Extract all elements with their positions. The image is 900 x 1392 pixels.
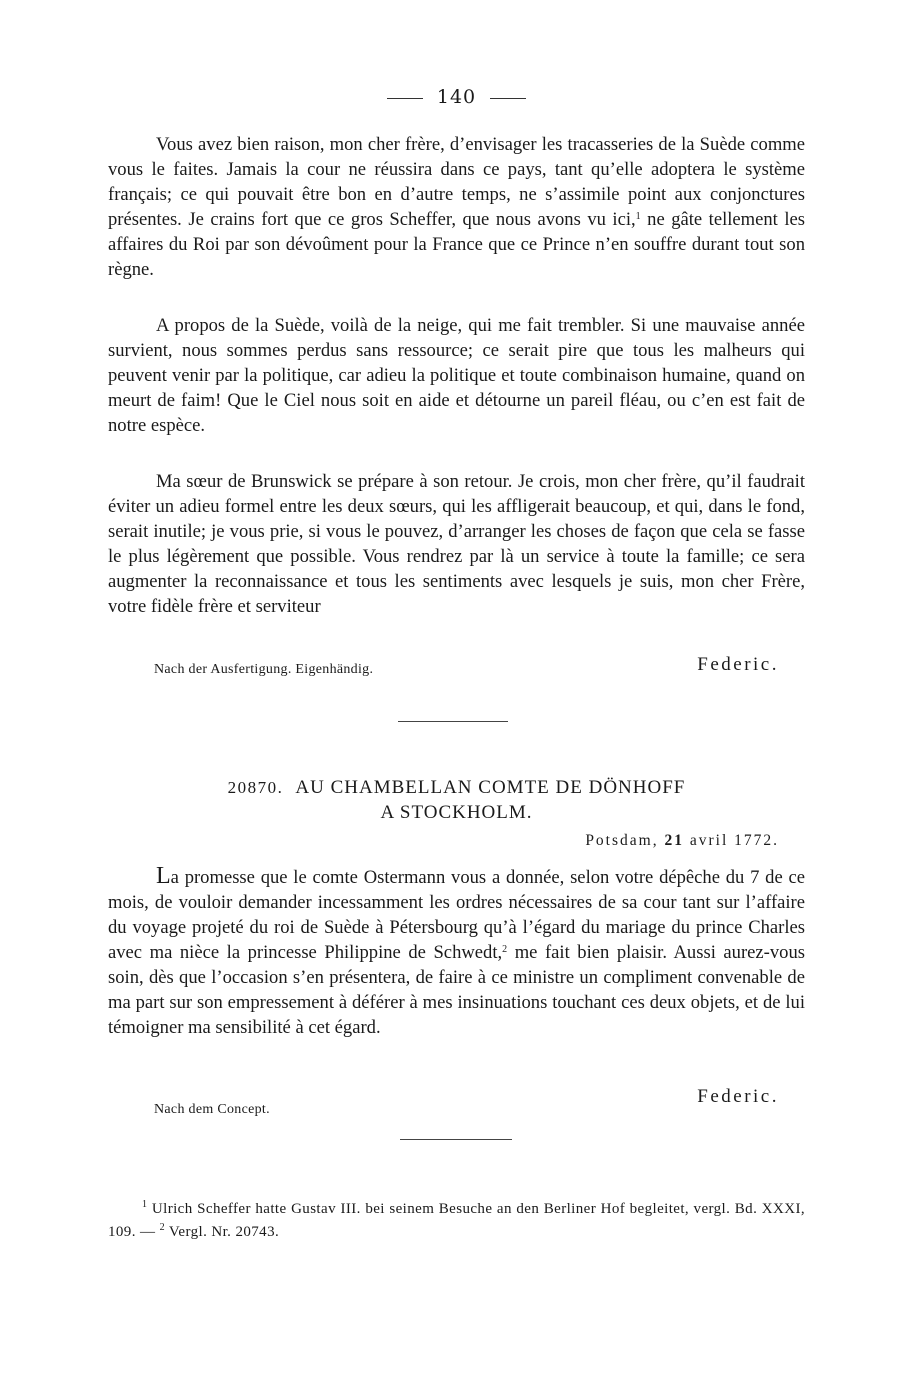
page-number-text: 140 bbox=[436, 86, 477, 108]
signature-1: Federic. bbox=[697, 654, 779, 675]
paragraph-1-text-a: Vous avez bien raison, mon cher frère, d’envisager les tracasseries de la Suède comme vous le faites. Jamais la cour ne réussira dans ce pays, tant qu’elle adoptera le système français; ce qui pouvait être bon en d’autre temps, ne s’assimile point aux conjonctures présentes. Je crains fort que ce gros Scheffer, que nous avons vu ici, bbox=[108, 134, 805, 230]
footnote-2-text: Vergl. Nr. 20743. bbox=[164, 1224, 280, 1240]
letter-heading bbox=[108, 775, 805, 825]
footnote-2-marker: 2 bbox=[159, 1222, 165, 1233]
footnote-1-text: Ulrich Scheffer hatte Gustav III. bei seinem Besuche an den Berliner Hof begleitet, vergl. Bd. XXXI, 109. — bbox=[108, 1201, 805, 1240]
letter-body-part1: a promesse que le comte Ostermann vous a donnée, selon votre dépêche du 7 de ce mois, de vouloir demander incessamment les ordres nécessaires de sa cour tant sur l’affaire du voyage projeté du roi de Suède à Pétersbourg qu’à l’égard du mariage du prince Charles avec ma nièce la princesse Philippine de Schwedt, bbox=[108, 867, 805, 963]
page-number bbox=[108, 86, 805, 108]
footnote-ref-1: 1 bbox=[635, 211, 641, 222]
letter-heading-line1: AU CHAMBELLAN COMTE DE DÖNHOFF bbox=[295, 777, 686, 798]
letter-body-part2: me fait bien plaisir. Aussi aurez-vous soin, dès que l’occasion s’en présentera, de faire à ce ministre un compliment convenable de ma part sur son empressement à déférer à mes insinuations touchant ces deux objets, et de lui témoigner ma sensibilité à cet égard. bbox=[108, 942, 805, 1038]
source-note-1: Nach der Ausfertigung. Eigenhändig. bbox=[154, 662, 374, 677]
page-number-dash-right bbox=[490, 98, 526, 99]
paragraph-1-text-b: ne gâte tellement les affaires du Roi par son dévoûment pour la France que ce Prince n’en souffre durant tout son règne. bbox=[108, 209, 806, 280]
dateline-rest: avril 1772. bbox=[689, 832, 779, 849]
footnote-1-marker: 1 bbox=[142, 1199, 148, 1210]
paragraph-2: A propos de la Suède, voilà de la neige, qui me fait trembler. Si une mauvaise année survient, nous sommes perdus sans ressource; ce serait pire que tous les malheurs qui peuvent venir par la politique, car adieu la politique et toute combinaison humaine, quand on meurt de faim! Que le Ciel nous soit en aide et détourne un pareil fléau, ou c’en est fait de notre espèce. bbox=[108, 315, 805, 436]
page-number-dash-left bbox=[387, 98, 423, 99]
drop-cap: L bbox=[156, 863, 171, 889]
footnotes bbox=[108, 1198, 805, 1244]
paragraph-letter-body bbox=[108, 864, 805, 1040]
dateline-day: 21 bbox=[664, 832, 684, 849]
paragraph-3: Ma sœur de Brunswick se prépare à son retour. Je crois, mon cher frère, qu’il faudrait éviter un adieu formel entre les deux sœurs, qui les affligerait beaucoup, et qui, dans le fond, serait inutile; je vous prie, si vous le pouvez, d’arranger les choses de façon que cela se fasse le plus légèrement que possible. Vous rendrez par là un service à toute la famille; ce sera augmenter la reconnaissance et tous les sentiments avec lesquels je suis, mon cher Frère, votre fidèle frère et serviteur bbox=[108, 471, 805, 617]
separator-rule-1 bbox=[398, 721, 508, 722]
letter-heading-line2: A STOCKHOLM. bbox=[380, 802, 533, 823]
paragraph-1 bbox=[108, 132, 805, 282]
source-note-2: Nach dem Concept. bbox=[154, 1102, 270, 1117]
signature-2: Federic. bbox=[697, 1086, 779, 1107]
dateline bbox=[585, 832, 779, 850]
dateline-place: Potsdam, bbox=[585, 832, 659, 849]
letter-number: 20870. bbox=[227, 778, 284, 797]
separator-rule-2 bbox=[400, 1139, 512, 1140]
footnote-ref-2: 2 bbox=[502, 944, 508, 955]
